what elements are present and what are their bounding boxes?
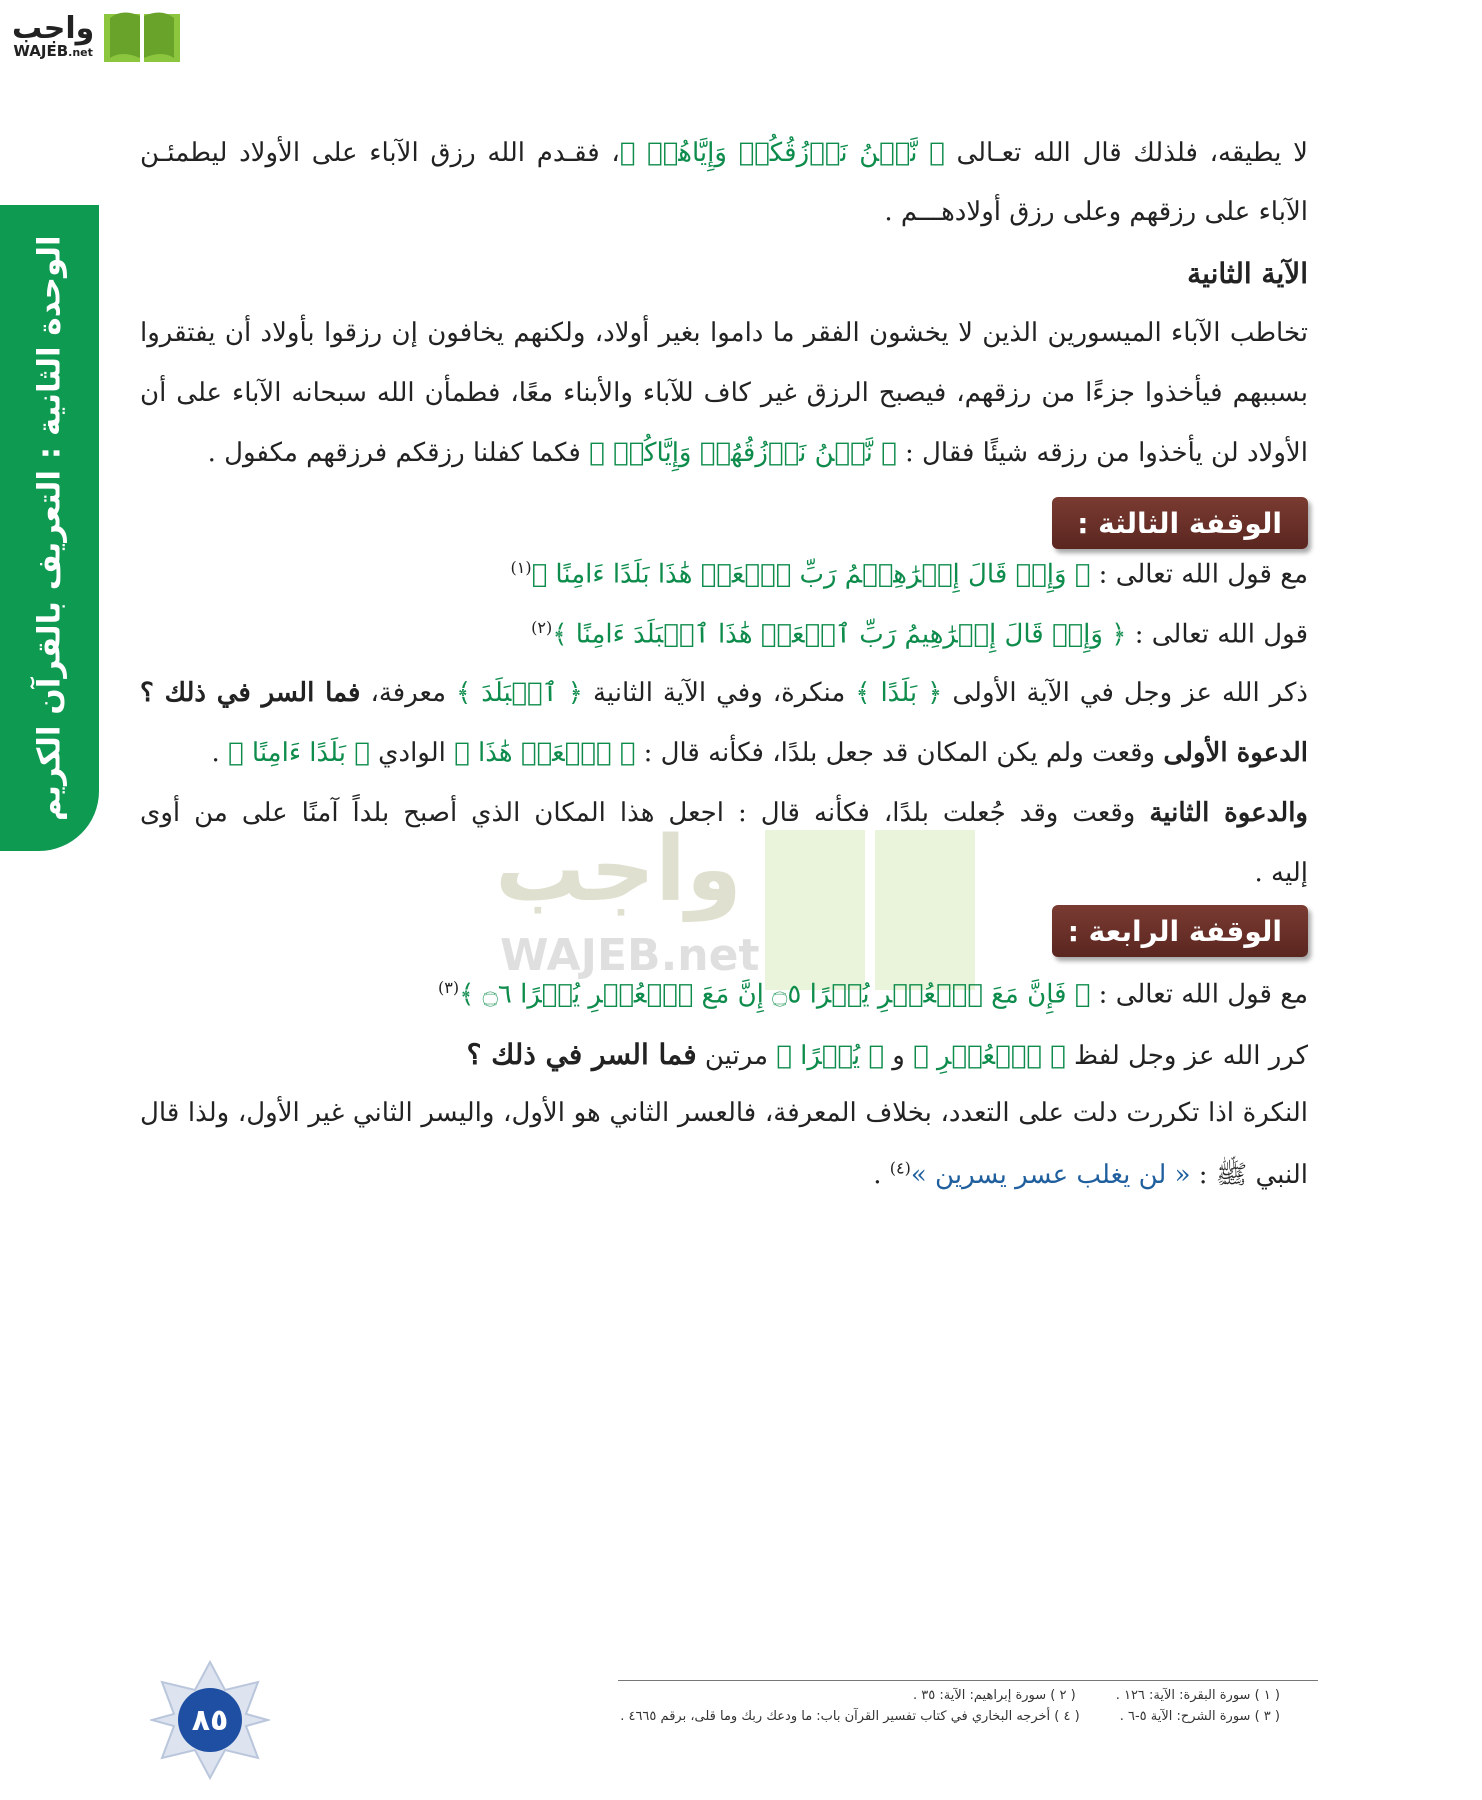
quran-verse: ﴿ نَّحۡنُ نَرۡزُقُكُمۡ وَإِيَّاهُمۡ ﴾: [619, 138, 945, 168]
logo-latin: WAJEB.net: [13, 41, 93, 60]
footnote-ref: (٤): [889, 1158, 911, 1178]
footnote: ( ٢ ) سورة إبراهيم: الآية: ٣٥ .: [913, 1688, 1076, 1703]
paragraph-line: مع قول الله تعالى : ﴿ وَإِذۡ قَالَ إِبۡرَٰهِـۧمُ رَبِّ ٱجۡعَلۡ هَٰذَا بَلَدًا ءَامِنًا ﴾$^{(١)}$: [510, 558, 1308, 590]
paragraph-line: تخاطب الآباء الميسورين الذين لا يخشون الفقر ما داموا بغير أولاد، ولكنهم يخافون إن رزقوا بأولاد أن يفتقروا: [140, 318, 1308, 348]
logo-arabic: واجب: [12, 10, 95, 46]
quran-verse: ﴿ بَلَدًا ءَامِنًا ﴾: [228, 738, 370, 768]
hadith-quote: « لن يغلب عسر يسرين »: [910, 1160, 1191, 1190]
question: فما السر في ذلك ؟: [466, 1038, 697, 1071]
page-number: ٨٥: [191, 1702, 229, 1738]
paragraph-line: والدعوة الثانية وقعت وقد جُعلت بلدًا، فكأنه قال : اجعل هذا المكان الذي أصبح بلداً آمنًا على من أوى: [140, 798, 1308, 828]
quran-verse: ﴿ ٱلۡعُسۡرِ ﴾: [913, 1041, 1066, 1071]
quran-verse: ﴿ ٱجۡعَلۡ هَٰذَا ﴾: [454, 738, 636, 768]
logo-text: [12, 10, 95, 60]
unit-side-tab: [0, 205, 99, 851]
quran-verse: ﴿ نَّحۡنُ نَرۡزُقُهُمۡ وَإِيَّاكُمۡ ﴾: [589, 438, 897, 468]
quran-verse: ﴿ فَإِنَّ مَعَ ٱلۡعُسۡرِ يُسۡرًا ۝٥ إِنَّ مَعَ ٱلۡعُسۡرِ يُسۡرًا ۝٦ ﴾: [459, 979, 1091, 1010]
quran-verse: ﴿ يُسۡرًا ﴾: [776, 1041, 885, 1071]
footnote-ref: (٣): [438, 978, 460, 997]
footnote: ( ٣ ) سورة الشرح: الآية ٥-٦ .: [1119, 1709, 1280, 1724]
question: فما السر في ذلك ؟: [140, 678, 361, 708]
quran-verse: ﴿ وَإِذۡ قَالَ إِبۡرَٰهِيمُ رَبِّ ٱجۡعَلۡ هَٰذَا ٱلۡبَلَدَ ءَامِنًا ﴾: [552, 619, 1127, 650]
quran-verse: ﴿ ٱلۡبَلَدَ ﴾: [456, 678, 583, 708]
section-badge-third: الوقفة الثالثة :: [1052, 497, 1308, 549]
main-text: [140, 0, 1308, 1300]
footnote-row: [540, 1688, 1280, 1703]
section-heading: الآية الثانية: [1187, 257, 1308, 290]
footnote: ( ٤ ) أخرجه البخاري في كتاب تفسير القرآن باب: ما ودعك ربك وما قلى، برقم ٤٦٦٥ .: [620, 1709, 1080, 1724]
watermark-latin: WAJEB.net: [500, 930, 760, 981]
footnote-divider: [618, 1680, 1318, 1681]
section-badge-fourth: الوقفة الرابعة :: [1052, 905, 1308, 957]
footnote-row: [540, 1709, 1280, 1724]
paragraph-line: الدعوة الأولى وقعت ولم يكن المكان قد جعل بلدًا، فكأنه قال : ﴿ ٱجۡعَلۡ هَٰذَا ﴾ الوادي ﴿ بَلَدًا ءَامِنًا ﴾ .: [211, 738, 1308, 768]
quran-verse: ﴿ وَإِذۡ قَالَ إِبۡرَٰهِـۧمُ رَبِّ ٱجۡعَلۡ هَٰذَا بَلَدًا ءَامِنًا ﴾: [531, 559, 1091, 590]
footnote-ref: (٢): [531, 618, 553, 637]
unit-title: الوحدة الثانية : التعريف بالقرآن الكريم: [31, 235, 68, 821]
paragraph-line: لا يطيقه، فلذلك قال الله تعـالى ﴿ نَّحۡنُ نَرۡزُقُكُمۡ وَإِيَّاهُمۡ ﴾، فقـدم الله رزق الآباء على الأولاد ليطمئـن: [140, 138, 1308, 168]
paragraph-line: النكرة اذا تكررت دلت على التعدد، بخلاف المعرفة، فالعسر الثاني هو الأول، واليسر الثاني غير الأول، ولذا قال: [140, 1098, 1308, 1128]
paragraph-line: النبي ﷺ : « لن يغلب عسر يسرين »$^{(٤)}$ .: [873, 1158, 1308, 1190]
quran-verse: ﴿ بَلَدًا ﴾: [855, 678, 943, 708]
footnotes: [540, 1688, 1280, 1730]
paragraph-line: قول الله تعالى : ﴿ وَإِذۡ قَالَ إِبۡرَٰهِيمُ رَبِّ ٱجۡعَلۡ هَٰذَا ٱلۡبَلَدَ ءَامِنًا ﴾$^{(٢)}$: [531, 618, 1308, 650]
paragraph-line: الآباء على رزقهم وعلى رزق أولادهـــم .: [884, 197, 1308, 227]
paragraph-line: بسببهم فيأخذوا جزءًا من رزقهم، فيصبح الرزق غير كاف للآباء والأبناء معًا، فطمأن الله سبحانه الآباء على أن: [140, 378, 1308, 408]
footnote: ( ١ ) سورة البقرة: الآية: ١٢٦ .: [1115, 1688, 1280, 1703]
paragraph-line: ذكر الله عز وجل في الآية الأولى ﴿ بَلَدًا ﴾ منكرة، وفي الآية الثانية ﴿ ٱلۡبَلَدَ ﴾ معرفة، فما السر في ذلك ؟: [140, 678, 1308, 708]
paragraph-line: إليه .: [1254, 858, 1308, 888]
paragraph-line: كرر الله عز وجل لفظ ﴿ ٱلۡعُسۡرِ ﴾ و ﴿ يُسۡرًا ﴾ مرتين فما السر في ذلك ؟: [466, 1038, 1308, 1071]
paragraph-line: مع قول الله تعالى : ﴿ فَإِنَّ مَعَ ٱلۡعُسۡرِ يُسۡرًا ۝٥ إِنَّ مَعَ ٱلۡعُسۡرِ يُسۡرًا ۝٦ ﴾$^{(٣)}$: [438, 978, 1308, 1010]
watermark-arabic: واجب: [495, 820, 742, 922]
page-number-badge: [150, 1660, 270, 1780]
paragraph-line: الأولاد لن يأخذوا من رزقه شيئًا فقال : ﴿ نَّحۡنُ نَرۡزُقُهُمۡ وَإِيَّاكُمۡ ﴾ فكما كفلنا رزقكم فرزقهم مكفول .: [207, 438, 1308, 468]
footnote-ref: (١): [510, 558, 532, 577]
